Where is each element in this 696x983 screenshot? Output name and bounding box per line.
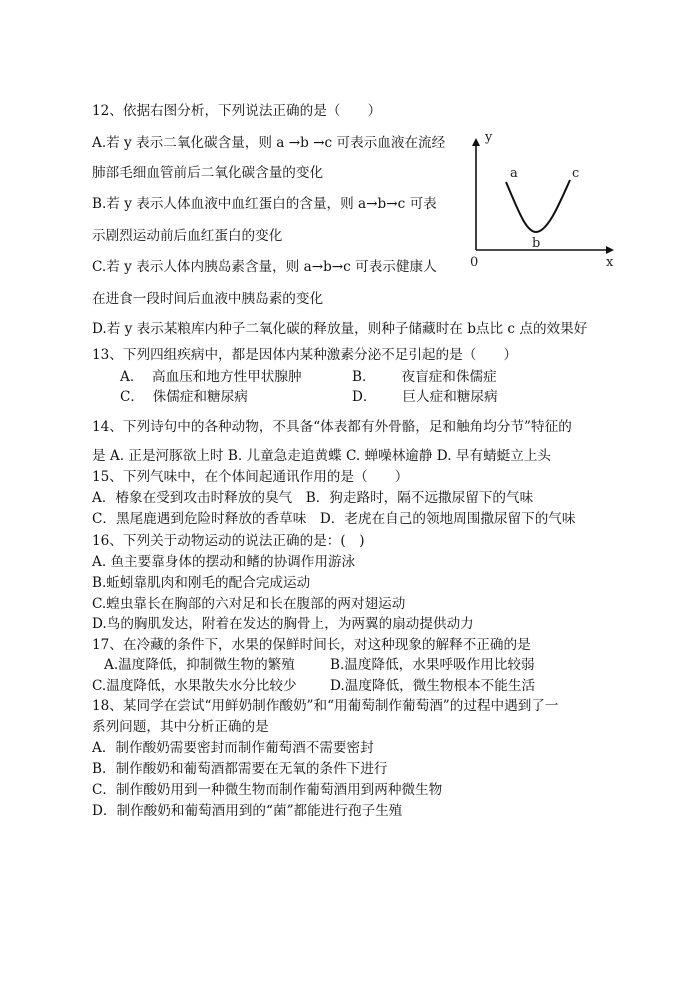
graph-y-label: y (485, 132, 493, 145)
q17-option-d: D.温度降低，微生物根本不能生活 (330, 678, 536, 694)
q16-option-c: C.蝗虫靠长在胸部的六对足和长在腹部的两对翅运动 (92, 596, 406, 612)
graph-point-c-label: c (572, 166, 580, 181)
q13-option-c: C． 侏儒症和糖尿病 (120, 389, 248, 405)
q17-stem: 17、在冷藏的条件下，水果的保鲜时间长，对这种现象的解释不正确的是 (92, 637, 531, 653)
q12-option-b-line1: B.若 y 表示人体血液中血红蛋白的含量，则 a→b→c 可表 (92, 196, 437, 212)
q18-stem-line2: 系列问题，其中分析正确的是 (92, 719, 269, 735)
q16-option-a: A. 鱼主要靠身体的摆动和鳍的协调作用游泳 (92, 554, 356, 570)
q17-option-a: A.温度降低，抑制微生物的繁殖 (104, 657, 295, 673)
q18-option-c: C．制作酸奶用到一种微生物而制作葡萄酒用到两种微生物 (92, 782, 443, 798)
q16-stem: 16、下列关于动物运动的说法正确的是：( ) (92, 533, 365, 549)
q12-option-d: D.若 y 表示某粮库内种子二氧化碳的释放量，则种子储藏时在 b点比 c 点的效果好 (92, 321, 588, 337)
q12-option-c-line2: 在进食一段时间后血液中胰岛素的变化 (92, 291, 324, 307)
q12-option-a-line1: A.若 y 表示二氧化碳含量，则 a →b →c 可表示血液在流经 (92, 135, 446, 151)
graph-x-label: x (606, 255, 614, 270)
q14-options: 是 A. 正是河豚欲上时 B. 儿童急走追黄蝶 C. 蝉噪林逾静 D. 早有蜻蜓立上头 (92, 448, 552, 464)
graph-point-b-label: b (532, 236, 541, 251)
q12-option-a-line2: 肺部毛细血管前后二氧化碳含量的变化 (92, 165, 324, 181)
q18-stem-line1: 18、某同学在尝试“用鲜奶制作酸奶”和“用葡萄制作葡萄酒”的过程中遇到了一 (92, 698, 559, 714)
q12-stem: 12、依据右图分析，下列说法正确的是（ ） (92, 103, 382, 119)
q15-options-ab: A．椿象在受到攻击时释放的臭气 B．狗走路时，隔不远撒尿留下的气味 (92, 490, 534, 506)
q18-option-a: A．制作酸奶需要密封而制作葡萄酒不需要密封 (92, 740, 374, 756)
q13-option-b: B． 夜盲症和侏儒症 (352, 369, 497, 385)
q15-stem: 15、下列气味中，在个体间起通讯作用的是（ ） (92, 469, 409, 485)
q18-option-d: D．制作酸奶和葡萄酒用到的“菌”都能进行孢子生殖 (92, 803, 403, 819)
q13-option-a: A． 高血压和地方性甲状腺肿 (120, 369, 302, 385)
q15-options-cd: C．黑尾鹿遇到危险时释放的香草味 D．老虎在自己的领地周围撒尿留下的气味 (92, 511, 576, 527)
q16-option-b: B.蚯蚓靠肌肉和刚毛的配合完成运动 (92, 575, 311, 591)
q17-option-c: C.温度降低，水果散失水分比较少 (92, 678, 297, 694)
graph-point-a-label: a (510, 166, 518, 181)
q12-curve-graph (466, 132, 626, 272)
q17-option-b: B.温度降低，水果呼吸作用比较弱 (330, 657, 535, 673)
q12-option-c-line1: C.若 y 表示人体内胰岛素含量，则 a→b→c 可表示健康人 (92, 259, 437, 275)
y-axis-arrow-icon (472, 138, 480, 146)
q13-stem: 13、下列四组疾病中，都是因体内某种激素分泌不足引起的是（ ） (92, 347, 518, 363)
q16-option-d: D.鸟的胸肌发达，附着在发达的胸骨上，为两翼的扇动提供动力 (92, 616, 474, 632)
u-shaped-curve (506, 180, 570, 232)
q18-option-b: B．制作酸奶和葡萄酒都需要在无氧的条件下进行 (92, 761, 388, 777)
q12-option-b-line2: 示剧烈运动前后血红蛋白的变化 (92, 228, 283, 244)
graph-origin-label: 0 (470, 255, 479, 270)
x-axis-arrow-icon (606, 246, 614, 254)
q13-option-d: D． 巨人症和糖尿病 (352, 389, 498, 405)
q14-stem: 14、下列诗句中的各种动物，不具备“体表都有外骨骼，足和触角均分节”特征的 (92, 419, 572, 435)
